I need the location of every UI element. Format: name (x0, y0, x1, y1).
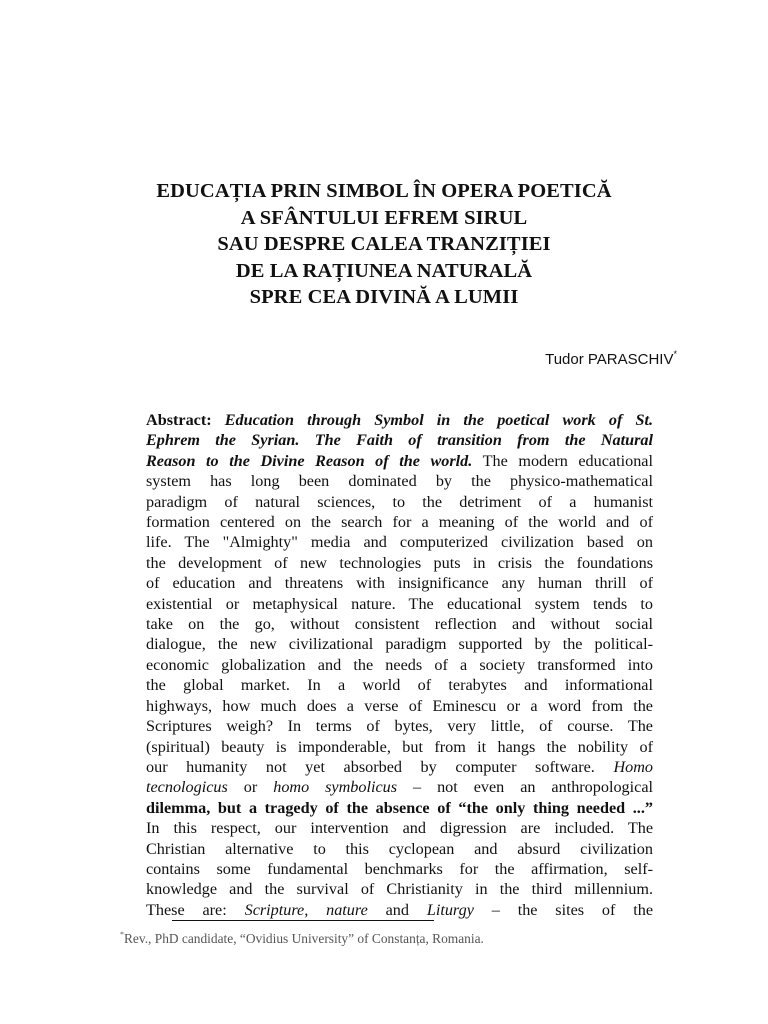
title-line-4: DE LA RAȚIUNEA NATURALĂ (235, 259, 533, 282)
abstract-label: Abstract: (146, 411, 212, 429)
abstract-english-title: Reason to the Divine Reason of the world. (146, 451, 473, 470)
abstract-line (146, 410, 653, 430)
abstract-line: dialogue, the new civilizational paradigm supported by the political- (146, 635, 653, 654)
abstract-english-title: Ephrem the Syrian. The Faith of transition from the Natural (146, 431, 653, 450)
abstract-line: economic globalization and the needs of a society transformed into (146, 655, 653, 674)
abstract-line: the global market. In a world of terabytes and informational (146, 676, 653, 695)
title-line-2: A SFÂNTULUI EFREM SIRUL (240, 206, 528, 229)
abstract-paragraph (146, 410, 653, 920)
abstract-line: existential or metaphysical nature. The educational system tends to (146, 594, 653, 613)
abstract-line: formation centered on the search for a meaning of the world and of (146, 513, 653, 532)
abstract-emphasis: tecnologicus (146, 778, 228, 797)
abstract-line: knowledge and the survival of Christianity in the third millennium. (146, 880, 653, 899)
abstract-text: – the sites of the (491, 900, 654, 919)
footnote-text: Rev., PhD candidate, “Ovidius University” of Constanța, Romania. (124, 931, 484, 946)
abstract-line: In this respect, our intervention and digression are included. The (146, 819, 653, 838)
abstract-line (146, 430, 653, 450)
abstract-emphasis: Scripture, nature (244, 900, 368, 919)
title-line-1: EDUCAȚIA PRIN SIMBOL ÎN OPERA POETICĂ (156, 180, 612, 202)
title-line-5: SPRE CEA DIVINĂ A LUMII (249, 286, 519, 308)
abstract-line (146, 777, 653, 797)
abstract-line: contains some fundamental benchmarks for the affirmation, self- (146, 859, 653, 878)
abstract-line: paradigm of natural sciences, to the detriment of a humanist (146, 492, 653, 511)
abstract-line: (spiritual) beauty is imponderable, but from it hangs the nobility of (146, 737, 653, 756)
abstract-line (146, 900, 653, 920)
abstract-text: and (385, 900, 409, 919)
author-byline (545, 351, 677, 368)
abstract-line (146, 757, 653, 777)
paper-title (0, 178, 768, 311)
footnote (120, 931, 484, 947)
abstract-line: take on the go, without consistent reflection and without social (146, 615, 653, 634)
abstract-text: or (243, 778, 258, 797)
author-name: Tudor PARASCHIV (545, 351, 674, 368)
abstract-line: dilemma, but a tragedy of the absence of “the only thing needed ...” (146, 798, 653, 817)
abstract-line: Christian alternative to this cyclopean and absurd civilization (146, 839, 653, 858)
abstract-text: These are: (146, 900, 227, 919)
abstract-line: of education and threatens with insignificance any human thrill of (146, 574, 653, 593)
footnote-separator (172, 920, 434, 921)
footnote-mark: * (120, 930, 124, 939)
abstract-text: The modern educational (482, 451, 653, 470)
abstract-english-title: Education through Symbol in the poetical work of St. (224, 411, 653, 429)
abstract-text: our humanity not yet absorbed by computer software. (146, 757, 595, 776)
abstract-line: Scriptures weigh? In terms of bytes, very little, of course. The (146, 717, 653, 736)
abstract-line: life. The "Almighty" media and computerized civilization based on (146, 533, 653, 552)
author-footnote-mark: * (673, 349, 677, 359)
abstract-line (146, 451, 653, 471)
title-line-3: SAU DESPRE CALEA TRANZIȚIEI (217, 233, 551, 255)
abstract-line: the development of new technologies puts in crisis the foundations (146, 553, 653, 572)
abstract-text: – not even an anthropological (413, 778, 654, 797)
abstract-line: highways, how much does a verse of Eminescu or a word from the (146, 696, 653, 715)
abstract-emphasis: Liturgy (426, 900, 474, 919)
abstract-emphasis: homo symbolicus (273, 778, 398, 797)
abstract-line: system has long been dominated by the physico-mathematical (146, 472, 653, 491)
abstract-emphasis: Homo (613, 757, 654, 776)
